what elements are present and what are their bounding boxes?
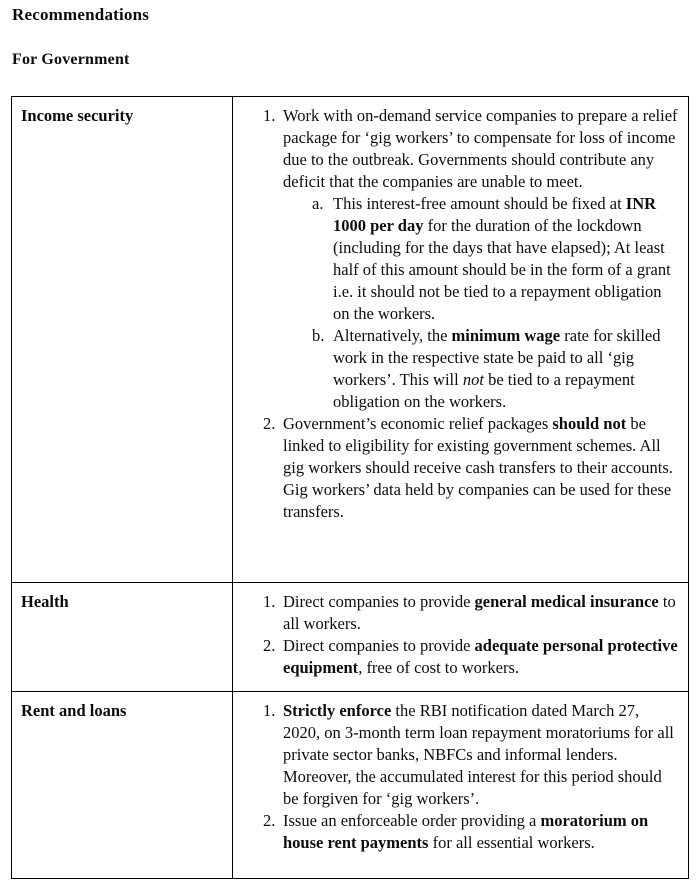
list-marker: 1. <box>263 701 276 720</box>
list-item <box>263 413 680 523</box>
list-item-text: Government’s economic relief packages should not be linked to eligibility for existing government schemes. All gig workers should receive cash transfers to their accounts. Gig workers’ data held by companies can be used for these transfers. <box>283 414 673 521</box>
list-item <box>263 810 680 854</box>
table-row <box>12 692 689 879</box>
list-item-text: Alternatively, the minimum wage rate for skilled work in the respective state be paid to all ‘gig workers’. This will not be tied to a repayment obligation on the workers. <box>333 326 661 411</box>
list-marker: b. <box>312 326 325 345</box>
document-title: Recommendations <box>12 5 150 24</box>
list-item <box>263 105 680 193</box>
row-content <box>233 583 689 692</box>
list-marker: 2. <box>263 636 276 655</box>
list-item-text: Issue an enforceable order providing a moratorium on house rent payments for all essential workers. <box>283 811 649 852</box>
list-marker: 1. <box>263 592 276 611</box>
row-label: Health <box>12 583 233 692</box>
row-label: Income security <box>12 97 233 583</box>
row-content <box>233 692 689 879</box>
list-marker: 2. <box>263 414 276 433</box>
list-item-text: Work with on-demand service companies to prepare a relief package for ‘gig workers’ to compensate for loss of income due to the outbreak. Governments should contribute any deficit that the companies are unable to meet. <box>283 106 678 191</box>
list-item-text: This interest-free amount should be fixed at INR 1000 per day for the duration of the lockdown (including for the days that have elapsed); At least half of this amount should be in the form of a grant i.e. it should not be tied to a repayment obligation on the workers. <box>333 194 671 323</box>
list-item-text: Direct companies to provide general medical insurance to all workers. <box>283 592 676 633</box>
list-item <box>263 635 680 679</box>
list-marker: a. <box>312 194 324 213</box>
list-item <box>312 193 680 325</box>
row-label: Rent and loans <box>12 692 233 879</box>
table-body <box>12 97 689 879</box>
list-item <box>312 325 680 413</box>
list-marker: 1. <box>263 106 276 125</box>
table-row <box>12 583 689 692</box>
list-item-text: Direct companies to provide adequate personal protective equipment, free of cost to workers. <box>283 636 678 677</box>
list-item-text: Strictly enforce the RBI notification dated March 27, 2020, on 3-month term loan repayment moratoriums for all private sector banks, NBFCs and informal lenders. Moreover, the accumulated interest for this period should be forgiven for ‘gig workers’. <box>283 701 674 808</box>
list-marker: 2. <box>263 811 276 830</box>
section-subtitle: For Government <box>12 51 130 68</box>
recommendations-table <box>11 96 689 879</box>
list-item <box>263 700 680 810</box>
list-item <box>263 591 680 635</box>
row-content <box>233 97 689 583</box>
table-row <box>12 97 689 583</box>
